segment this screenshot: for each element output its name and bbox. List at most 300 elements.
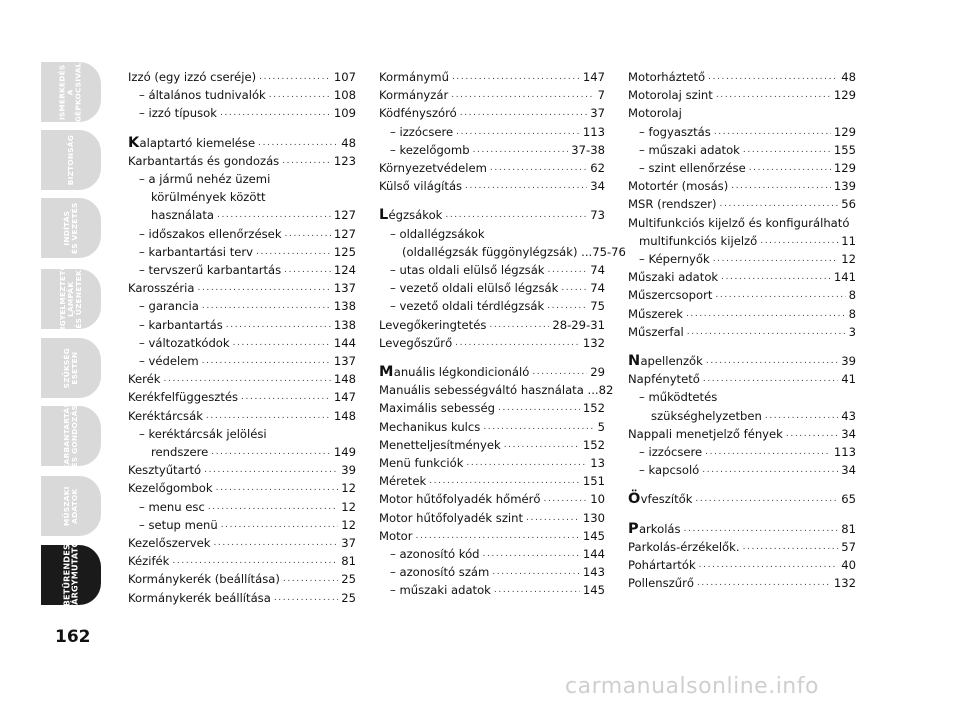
index-entry[interactable] [628, 388, 856, 424]
page-ref: 12 [341, 517, 356, 532]
leader-dots [452, 68, 580, 86]
index-entry[interactable] [379, 225, 626, 261]
page-ref: 138 [333, 299, 356, 314]
leader-dots [702, 461, 838, 479]
index-entry[interactable] [128, 498, 356, 516]
index-entry[interactable] [128, 479, 356, 497]
leader-dots [465, 177, 587, 195]
entry-text [379, 316, 486, 334]
page-ref: 12 [841, 252, 856, 267]
index-entry[interactable] [379, 297, 605, 315]
index-entry[interactable] [379, 68, 605, 86]
page-ref: 40 [841, 558, 856, 573]
index-entry[interactable] [379, 545, 605, 563]
index-entry[interactable] [628, 370, 856, 388]
index-entry[interactable] [379, 123, 605, 141]
entry-text-part: arkolás [638, 521, 681, 536]
index-entry[interactable] [128, 407, 356, 425]
index-entry[interactable] [128, 570, 356, 588]
entry-text-part: – kapcsoló [639, 463, 700, 478]
index-entry[interactable] [379, 141, 605, 159]
page-ref: 152 [582, 437, 605, 452]
index-entry[interactable] [379, 261, 605, 279]
watermark: carmanualsonline.info [565, 674, 819, 699]
entry-text [379, 159, 487, 177]
tab-karbantartas[interactable] [41, 401, 101, 471]
entry-text-part: Kezelőszervek [128, 536, 211, 551]
entry-text [379, 399, 495, 417]
leader-dots [285, 225, 331, 243]
entry-text-continued: multifunkciós kijelző [639, 233, 758, 248]
page-ref: 48 [341, 135, 356, 150]
leader-dots [715, 286, 845, 304]
page-ref: 141 [833, 270, 856, 285]
index-entry[interactable] [628, 286, 856, 304]
tab-label: BETŰRENDES TÁRGYMUTATÓ [61, 540, 81, 610]
index-entry[interactable] [128, 261, 356, 279]
leader-dots [445, 206, 587, 224]
leader-dots [504, 436, 580, 454]
leader-dots [716, 86, 831, 104]
entry-text-part: – működtetés [639, 390, 718, 405]
leader-dots [743, 538, 839, 556]
page-ref: 3 [848, 324, 856, 339]
index-entry[interactable] [628, 68, 856, 86]
entry-text [128, 134, 255, 152]
leader-dots [492, 563, 580, 581]
leader-dots [258, 134, 338, 152]
index-entry[interactable] [379, 159, 605, 177]
index-entry[interactable] [379, 436, 605, 454]
index-entry[interactable] [628, 443, 856, 461]
leader-dots [489, 316, 549, 334]
entry-text [128, 243, 253, 261]
page-ref: 37-38 [571, 142, 605, 157]
entry-text [128, 516, 218, 534]
index-entry[interactable] [628, 177, 856, 195]
entry-text [379, 527, 413, 545]
index-entry[interactable] [379, 206, 605, 224]
entry-text [379, 472, 426, 490]
page-ref: 74 [590, 281, 605, 296]
index-entry[interactable] [379, 104, 605, 122]
entry-text [128, 316, 223, 334]
index-entry[interactable] [128, 461, 356, 479]
index-entry[interactable] [628, 104, 856, 122]
index-entry[interactable] [128, 297, 356, 315]
page-number: 162 [55, 627, 91, 647]
index-entry[interactable] [379, 399, 605, 417]
page-ref: 82 [598, 383, 614, 398]
tab-inditas[interactable] [41, 198, 101, 258]
entry-text-part: – azonosító szám [390, 565, 490, 580]
page-ref: 39 [341, 463, 356, 478]
entry-text-part: – menu esc [139, 499, 205, 514]
index-entry[interactable] [628, 520, 856, 538]
entry-text-part: alaptartó kiemelése [139, 135, 256, 150]
entry-text-part: – izzó típusok [139, 106, 217, 121]
initial-letter: Ö [628, 491, 641, 508]
leader-dots [720, 195, 839, 213]
entry-text-part: – izzócsere [639, 445, 703, 460]
entry-text-part: – műszaki adatok [639, 142, 740, 157]
index-entry[interactable] [379, 527, 605, 545]
entry-text-part: – kezelőgomb [390, 142, 470, 157]
entry-text-part: Műszercsoport [628, 288, 713, 303]
index-entry[interactable] [128, 104, 356, 122]
index-entry[interactable] [628, 86, 856, 104]
index-entry[interactable] [379, 334, 605, 352]
leader-dots [703, 370, 838, 388]
index-entry[interactable] [128, 516, 356, 534]
entry-text [379, 454, 463, 472]
page-ref: 10 [590, 492, 605, 507]
index-entry[interactable] [128, 352, 356, 370]
tab-label: FIGYELMEZTETŐ LÁMPÁK ÉS ÜZENETEK [57, 263, 84, 335]
initial-letter: P [628, 520, 639, 537]
leader-dots [714, 123, 831, 141]
entry-text-part: Manuális sebességváltó használata ... [379, 383, 599, 398]
page-ref: 147 [582, 70, 605, 84]
index-entry[interactable] [628, 141, 856, 159]
leader-dots [172, 552, 338, 570]
index-entry[interactable] [128, 279, 356, 297]
index-entry[interactable] [128, 225, 356, 243]
entry-text [628, 520, 681, 538]
entry-text [128, 570, 280, 588]
leader-dots [282, 152, 331, 170]
entry-text-part: – szint ellenőrzése [639, 161, 746, 176]
leader-dots [743, 141, 831, 159]
leader-dots [561, 279, 587, 297]
index-entry[interactable] [128, 86, 356, 104]
index-entry[interactable] [379, 86, 605, 104]
entry-text [628, 195, 717, 213]
page-ref: 8 [848, 288, 856, 303]
entry-text-part: vfeszítők [640, 492, 693, 507]
index-entry[interactable] [128, 589, 356, 607]
index-entry[interactable] [128, 370, 356, 388]
leader-dots [498, 399, 580, 417]
entry-text-part: – a jármű nehéz üzemi [139, 172, 271, 187]
entry-text-part: Műszerfal [628, 324, 684, 339]
entry-text [128, 552, 169, 570]
entry-text [128, 170, 356, 188]
index-entry[interactable] [379, 177, 605, 195]
index-entry[interactable] [628, 195, 856, 213]
page-ref: 37 [341, 536, 356, 551]
entry-text [128, 334, 230, 352]
entry-text-part: Külső világítás [379, 179, 463, 194]
entry-text [628, 352, 703, 370]
entry-text [379, 68, 449, 86]
leader-dots [283, 570, 338, 588]
index-entry[interactable] [628, 556, 856, 574]
tab-figyelmezteto[interactable] [41, 263, 101, 335]
index-entry[interactable] [128, 388, 356, 406]
page-ref: 13 [590, 456, 605, 471]
index-entry[interactable] [128, 425, 356, 461]
entry-text-part: égzsákok [388, 208, 443, 223]
entry-text [628, 574, 694, 592]
entry-text [128, 589, 271, 607]
entry-text-part: Keréktárcsák [128, 408, 203, 423]
entry-text-part: Levegőszűrő [379, 335, 453, 350]
page-ref: 43 [841, 408, 856, 423]
entry-text [379, 490, 541, 508]
entry-text [628, 214, 856, 232]
entry-text-part: apellenzők [640, 354, 703, 369]
leader-dots [749, 159, 831, 177]
entry-text-part: Parkolás-érzékelők. [628, 539, 740, 554]
entry-text-part: – vezető oldali elülső légzsák [390, 281, 559, 296]
page-ref: 113 [833, 445, 856, 460]
index-entry[interactable] [128, 334, 356, 352]
entry-text-part: Méretek [379, 474, 427, 489]
entry-text [379, 177, 462, 195]
entry-text [628, 104, 682, 122]
entry-text [628, 159, 746, 177]
entry-text-part: – fogyasztás [639, 124, 711, 139]
entry-text [128, 225, 282, 243]
index-entry[interactable] [128, 552, 356, 570]
page-ref: 48 [841, 70, 856, 84]
entry-text-part: – utas oldali elülső légzsák [390, 263, 545, 278]
entry-text-part: Motorolaj [628, 106, 682, 121]
entry-text-part: – időszakos ellenőrzések [139, 226, 282, 241]
page-ref: 130 [582, 510, 605, 525]
tab-ismerkedes[interactable] [41, 62, 101, 122]
entry-text-part: Motortér (mosás) [628, 179, 729, 194]
index-entry[interactable] [628, 268, 856, 286]
entry-text [628, 538, 740, 556]
entry-text-part: Menü funkciók [379, 456, 464, 471]
entry-text [628, 323, 684, 341]
index-entry[interactable] [379, 363, 605, 381]
page-ref: 5 [597, 419, 605, 434]
index-entry[interactable] [628, 461, 856, 479]
entry-text-part: Kerék [128, 372, 161, 387]
entry-text [128, 498, 205, 516]
tab-betrendes-active[interactable] [41, 540, 101, 610]
page-ref: 137 [333, 281, 356, 296]
page-ref: 29 [590, 365, 605, 380]
entry-text [628, 461, 699, 479]
entry-text [379, 261, 545, 279]
page-ref: 74 [590, 263, 605, 278]
index-entry[interactable] [628, 425, 856, 443]
entry-text [128, 261, 281, 279]
entry-text-part: anuális légkondicionáló [393, 365, 530, 380]
entry-text [628, 370, 700, 388]
leader-dots [202, 352, 331, 370]
index-entry[interactable] [628, 305, 856, 323]
page-ref: 108 [333, 88, 356, 103]
initial-letter: K [128, 134, 140, 151]
entry-text [379, 334, 452, 352]
entry-text-continued: szükséghelyzetben [651, 408, 762, 423]
leader-dots [721, 268, 831, 286]
entry-last-line [628, 407, 856, 425]
entry-text [628, 286, 712, 304]
index-entry[interactable] [128, 134, 356, 152]
entry-text-continued: rendszere [151, 445, 209, 460]
page-ref: 138 [333, 317, 356, 332]
entry-text [128, 86, 266, 104]
entry-text [128, 297, 199, 315]
leader-dots [687, 323, 846, 341]
page-ref: 39 [841, 354, 856, 369]
index-entry[interactable] [128, 152, 356, 170]
leader-dots [460, 104, 588, 122]
index-entry[interactable] [379, 509, 605, 527]
page-ref: 148 [333, 372, 356, 387]
entry-text-part: Menetteljesítmények [379, 437, 501, 452]
leader-dots [786, 425, 838, 443]
entry-text-part: – karbantartási terv [139, 244, 253, 259]
leader-dots [765, 407, 838, 425]
index-entry[interactable] [628, 214, 856, 250]
leader-dots [526, 509, 580, 527]
index-entry[interactable] [628, 490, 856, 508]
entry-text [628, 250, 710, 268]
entry-text [379, 563, 489, 581]
leader-dots [483, 545, 580, 563]
leader-dots [466, 454, 587, 472]
tab-muszaki[interactable] [41, 476, 101, 536]
index-entry[interactable] [628, 323, 856, 341]
entry-text-part: Motor hűtőfolyadék hőmérő [379, 492, 541, 507]
page-ref: 81 [341, 554, 356, 569]
entry-text-part: Motorháztető [628, 70, 706, 84]
page-ref: 127 [333, 208, 356, 223]
page-ref: 109 [333, 106, 356, 121]
leader-dots [206, 407, 331, 425]
entry-text [628, 123, 711, 141]
index-entry[interactable] [379, 490, 605, 508]
index-entry[interactable] [628, 538, 856, 556]
page-ref: 144 [333, 335, 356, 350]
index-column-2 [379, 68, 626, 600]
entry-text [128, 388, 238, 406]
entry-text [628, 490, 692, 508]
page-ref: 34 [841, 463, 856, 478]
index-entry[interactable] [379, 316, 605, 334]
entry-text-part: Nappali menetjelző fények [628, 426, 783, 441]
entry-text-part: – vezető oldali térdlégzsák [390, 299, 545, 314]
leader-dots [284, 261, 331, 279]
entry-last-line [128, 206, 356, 224]
page-ref: 28-29-31 [552, 317, 605, 332]
entry-text-part: Műszerek [628, 306, 683, 321]
leader-dots [256, 243, 331, 261]
entry-text [379, 86, 448, 104]
entry-text [379, 225, 605, 243]
entry-text-part: – tervszerű karbantartás [139, 263, 282, 278]
leader-dots [202, 297, 331, 315]
index-entry[interactable] [379, 418, 605, 436]
index-entry[interactable] [128, 243, 356, 261]
index-entry[interactable] [628, 352, 856, 370]
page-ref: 129 [833, 124, 856, 139]
entry-text [628, 388, 856, 406]
page-ref: 132 [582, 335, 605, 350]
leader-dots [483, 418, 594, 436]
page-ref: 151 [582, 474, 605, 489]
page-ref: 137 [333, 354, 356, 369]
entry-text [628, 141, 740, 159]
index-entry[interactable] [379, 279, 605, 297]
entry-text-part: – műszaki adatok [390, 583, 491, 598]
leader-dots [697, 574, 831, 592]
page-ref: 34 [590, 179, 605, 194]
page-ref: 132 [833, 576, 856, 591]
leader-dots [216, 479, 339, 497]
tab-szukseg[interactable] [41, 338, 101, 398]
entry-text-part: – védelem [139, 354, 199, 369]
tab-label: BIZTONSÁG [65, 134, 75, 186]
entry-text-part: Motor [379, 528, 413, 543]
page-ref: 7 [597, 88, 605, 103]
leader-dots [699, 556, 839, 574]
tab-label: ISMERKEDÉS A GÉPKOCSIVAL [57, 62, 84, 122]
index-entry[interactable] [628, 574, 856, 592]
index-entry[interactable] [628, 250, 856, 268]
entry-text-part: Pohártartók [628, 558, 696, 573]
entry-text [628, 305, 683, 323]
tab-biztonsag[interactable] [41, 130, 101, 190]
page-ref: 124 [333, 263, 356, 278]
index-entry[interactable] [128, 316, 356, 334]
leader-dots [473, 141, 569, 159]
leader-dots [731, 177, 831, 195]
index-entry[interactable] [128, 170, 356, 225]
entry-text-part: Mechanikus kulcs [379, 419, 481, 434]
page-ref: 12 [341, 499, 356, 514]
index-entry[interactable] [379, 563, 605, 581]
entry-text-part: Izzó (egy izzó cseréje) [128, 70, 257, 84]
page-ref: 75 [590, 299, 605, 314]
entry-text [128, 370, 161, 388]
page-ref: 155 [833, 142, 856, 157]
entry-text [379, 381, 599, 399]
leader-dots [429, 472, 580, 490]
entry-text [379, 104, 457, 122]
index-column-1 [128, 68, 356, 607]
index-entry[interactable] [128, 68, 356, 86]
tab-label: SZÜKSÉG ESETEN [61, 347, 79, 389]
entry-text-part: Ködfényszóró [379, 106, 457, 121]
entry-text-part: Kerékfelfüggesztés [128, 390, 239, 405]
entry-text-part: – oldallégzsákok [390, 226, 485, 241]
entry-text [628, 86, 713, 104]
index-entry[interactable] [379, 454, 605, 472]
index-entry[interactable] [379, 581, 605, 599]
index-entry[interactable] [379, 472, 605, 490]
tab-label: INDÍTÁS ÉS VEZETÉS [61, 202, 79, 254]
page-ref: 56 [841, 197, 856, 212]
entry-text-part: – setup menü [139, 517, 218, 532]
leader-dots [198, 279, 331, 297]
index-entry[interactable] [628, 159, 856, 177]
index-entry[interactable] [379, 381, 614, 399]
index-entry[interactable] [128, 534, 356, 552]
entry-text [379, 581, 491, 599]
entry-text-part: – garancia [139, 299, 199, 314]
leader-dots [548, 261, 588, 279]
entry-text-part: Műszaki adatok [628, 270, 719, 285]
index-entry[interactable] [628, 123, 856, 141]
